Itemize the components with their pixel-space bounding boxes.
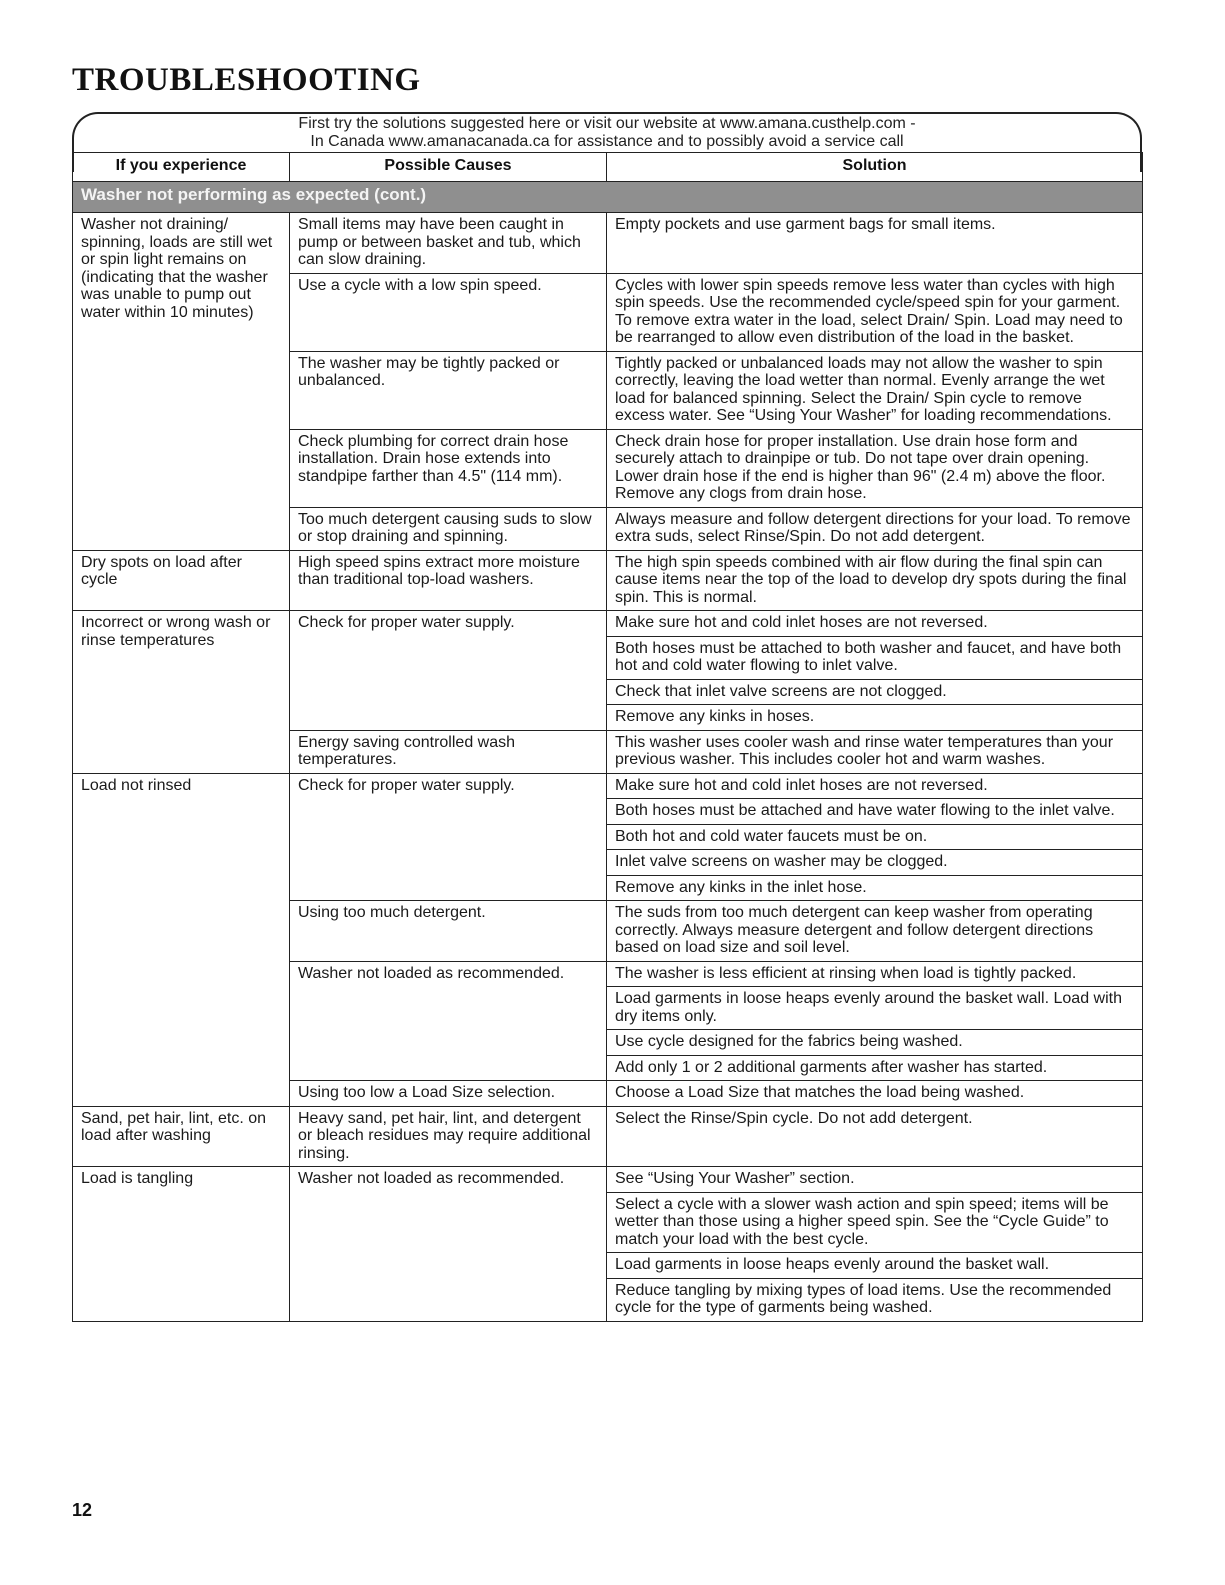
solution-cell: Remove any kinks in hoses.: [607, 705, 1143, 731]
table-row: [73, 1106, 1143, 1167]
solution-cell: Always measure and follow detergent directions for your load. To remove extra suds, select Rinse/Spin. Do not add detergent.: [607, 507, 1143, 550]
solution-cell: Both hoses must be attached and have water flowing to the inlet valve.: [607, 799, 1143, 825]
solution-cell: Load garments in loose heaps evenly around the basket wall. Load with dry items only.: [607, 987, 1143, 1030]
experience-cell: Dry spots on load after cycle: [73, 550, 290, 611]
table-row: [73, 550, 1143, 611]
solution-cell: Tightly packed or unbalanced loads may not allow the washer to spin correctly, leaving the load wetter than normal. Evenly arrange the wet load for balanced spinning. Select the Drain/ Spin cycle to remove excess water. See “Using Your Washer” for loading recommendations.: [607, 351, 1143, 429]
solution-cell: The high spin speeds combined with air flow during the final spin can cause items near the top of the load to develop dry spots during the final spin. This is normal.: [607, 550, 1143, 611]
solution-cell: Empty pockets and use garment bags for small items.: [607, 213, 1143, 274]
cause-cell: Washer not loaded as recommended.: [290, 1167, 607, 1322]
cause-cell: Check for proper water supply.: [290, 611, 607, 731]
intro-text: [72, 115, 1142, 151]
cause-cell: The washer may be tightly packed or unbalanced.: [290, 351, 607, 429]
solution-cell: Reduce tangling by mixing types of load items. Use the recommended cycle for the type of garments being washed.: [607, 1278, 1143, 1321]
cause-cell: Using too much detergent.: [290, 901, 607, 962]
solution-cell: Both hot and cold water faucets must be on.: [607, 824, 1143, 850]
table-row: [73, 213, 1143, 274]
solution-cell: Check drain hose for proper installation. Use drain hose form and securely attach to drainpipe or tub. Do not tape over drain opening. Lower drain hose if the end is higher than 96" (2.4 m) above the floor. Remove any clogs from drain hose.: [607, 429, 1143, 507]
troubleshooting-table: [72, 152, 1143, 1322]
cause-cell: Small items may have been caught in pump or between basket and tub, which can slow draining.: [290, 213, 607, 274]
experience-cell: Load not rinsed: [73, 773, 290, 1106]
table-row: [73, 773, 1143, 799]
solution-cell: Make sure hot and cold inlet hoses are not reversed.: [607, 773, 1143, 799]
solution-cell: Both hoses must be attached to both washer and faucet, and have both hot and cold water flowing to inlet valve.: [607, 636, 1143, 679]
cause-cell: Washer not loaded as recommended.: [290, 961, 607, 1081]
intro-line-2: In Canada www.amanacanada.ca for assistance and to possibly avoid a service call: [310, 133, 904, 150]
cause-cell: Energy saving controlled wash temperatures.: [290, 730, 607, 773]
cause-cell: Too much detergent causing suds to slow or stop draining and spinning.: [290, 507, 607, 550]
experience-cell: Load is tangling: [73, 1167, 290, 1322]
solution-cell: The washer is less efficient at rinsing when load is tightly packed.: [607, 961, 1143, 987]
section-heading: Washer not performing as expected (cont.): [73, 182, 1143, 213]
table-row: [73, 611, 1143, 637]
solution-cell: Add only 1 or 2 additional garments after washer has started.: [607, 1055, 1143, 1081]
solution-cell: Cycles with lower spin speeds remove less water than cycles with high spin speeds. Use the recommended cycle/speed spin for your garment. To remove extra water in the load, select Drain/ Spin. Load may need to be rearranged to allow even distribution of the load in the basket.: [607, 273, 1143, 351]
cause-cell: Heavy sand, pet hair, lint, and detergent or bleach residues may require additional rinsing.: [290, 1106, 607, 1167]
experience-cell: Incorrect or wrong wash or rinse temperatures: [73, 611, 290, 774]
section-row: [73, 182, 1143, 213]
header-causes: Possible Causes: [290, 153, 607, 182]
solution-cell: Check that inlet valve screens are not clogged.: [607, 679, 1143, 705]
header-experience: If you experience: [73, 153, 290, 182]
page-title: TROUBLESHOOTING: [72, 62, 421, 98]
table-body: [73, 182, 1143, 1322]
solution-cell: See “Using Your Washer” section.: [607, 1167, 1143, 1193]
solution-cell: The suds from too much detergent can keep washer from operating correctly. Always measure detergent and follow detergent directions based on load size and soil level.: [607, 901, 1143, 962]
intro-line-1: First try the solutions suggested here or visit our website at www.amana.custhelp.com -: [298, 115, 916, 132]
cause-cell: Check for proper water supply.: [290, 773, 607, 901]
solution-cell: Choose a Load Size that matches the load being washed.: [607, 1081, 1143, 1107]
table-row: [73, 1167, 1143, 1193]
solution-cell: Load garments in loose heaps evenly around the basket wall.: [607, 1253, 1143, 1279]
solution-cell: This washer uses cooler wash and rinse water temperatures than your previous washer. This includes cooler hot and warm washes.: [607, 730, 1143, 773]
header-solution: Solution: [607, 153, 1143, 182]
solution-cell: Use cycle designed for the fabrics being washed.: [607, 1030, 1143, 1056]
cause-cell: High speed spins extract more moisture than traditional top-load washers.: [290, 550, 607, 611]
solution-cell: Make sure hot and cold inlet hoses are not reversed.: [607, 611, 1143, 637]
table-header-row: [73, 153, 1143, 182]
solution-cell: Select a cycle with a slower wash action and spin speed; items will be wetter than those using a higher speed spin. See the “Cycle Guide” to match your load with the best cycle.: [607, 1192, 1143, 1253]
solution-cell: Select the Rinse/Spin cycle. Do not add detergent.: [607, 1106, 1143, 1167]
experience-cell: Sand, pet hair, lint, etc. on load after washing: [73, 1106, 290, 1167]
cause-cell: Using too low a Load Size selection.: [290, 1081, 607, 1107]
cause-cell: Check plumbing for correct drain hose installation. Drain hose extends into standpipe farther than 4.5" (114 mm).: [290, 429, 607, 507]
solution-cell: Remove any kinks in the inlet hose.: [607, 875, 1143, 901]
solution-cell: Inlet valve screens on washer may be clogged.: [607, 850, 1143, 876]
experience-cell: Washer not draining/ spinning, loads are still wet or spin light remains on (indicating that the washer was unable to pump out water within 10 minutes): [73, 213, 290, 551]
page-number: 12: [72, 1500, 93, 1520]
cause-cell: Use a cycle with a low spin speed.: [290, 273, 607, 351]
